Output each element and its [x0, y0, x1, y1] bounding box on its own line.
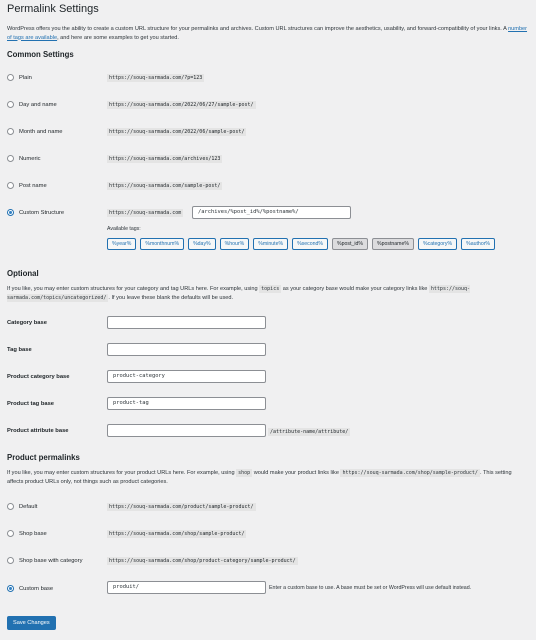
radio-post-name[interactable] — [7, 182, 14, 189]
product-option-shop-base-category[interactable]: Shop base with category — [7, 557, 82, 564]
save-changes-button[interactable]: Save Changes — [7, 616, 56, 630]
available-tags — [107, 238, 495, 250]
radio-numeric[interactable] — [7, 155, 14, 162]
tag-year[interactable]: %year% — [107, 238, 136, 250]
custom-structure-input[interactable]: /archives/%post_id%/%postname%/ — [192, 206, 351, 219]
category-base-input[interactable] — [107, 316, 266, 329]
radio-month-and-name[interactable] — [7, 128, 14, 135]
example-post-name: https://souq-sarmada.com/sample-post/ — [109, 183, 221, 189]
option-day-and-name[interactable]: Day and name — [7, 101, 57, 108]
option-plain[interactable]: Plain — [7, 74, 32, 81]
tag-minute[interactable]: %minute% — [253, 238, 288, 250]
radio-day-and-name[interactable] — [7, 101, 14, 108]
example-product-default: https://souq-sarmada.com/product/sample-product/ — [109, 504, 254, 510]
product-option-shop-base[interactable]: Shop base — [7, 530, 47, 537]
example-day-and-name: https://souq-sarmada.com/2022/06/27/sample-post/ — [109, 102, 254, 108]
tag-post-id[interactable]: %post_id% — [332, 238, 368, 250]
optional-heading: Optional — [7, 269, 39, 278]
option-numeric[interactable]: Numeric — [7, 155, 41, 162]
product-description: If you like, you may enter custom structures for your product URLs here. For example, using shop would make your product links like https://souq-sarmada.com/shop/sample-product/ . This setting affects product URLs only, not things such as product categories. — [7, 470, 512, 485]
radio-product-default[interactable] — [7, 503, 14, 510]
category-base-label: Category base — [7, 320, 47, 326]
tag-second[interactable]: %second% — [292, 238, 328, 250]
tag-author[interactable]: %author% — [461, 238, 495, 250]
product-category-base-input[interactable]: product-category — [107, 370, 266, 383]
example-plain: https://souq-sarmada.com/?p=123 — [109, 75, 203, 81]
tag-day[interactable]: %day% — [188, 238, 216, 250]
available-tags-label: Available tags: — [107, 226, 141, 232]
option-post-name[interactable]: Post name — [7, 182, 47, 189]
attribute-suffix: /attribute-name/attribute/ — [270, 429, 349, 435]
radio-product-custom-base[interactable] — [7, 585, 14, 592]
product-attribute-base-label: Product attribute base — [7, 428, 69, 434]
custom-structure-prefix: https://souq-sarmada.com — [109, 210, 182, 216]
example-numeric: https://souq-sarmada.com/archives/123 — [109, 156, 221, 162]
tag-monthnum[interactable]: %monthnum% — [140, 238, 184, 250]
intro-text: WordPress offers you the ability to create a custom URL structure for your permalinks and archives. Custom URL structures can improve the aesthetics, usability, and forward-compatibility of your links. A number of tags are available, and here are some examples to get you started. — [7, 26, 528, 41]
tag-base-label: Tag base — [7, 347, 32, 353]
radio-product-shop-base[interactable] — [7, 530, 14, 537]
product-tag-base-input[interactable]: product-tag — [107, 397, 266, 410]
tag-base-input[interactable] — [107, 343, 266, 356]
tag-hour[interactable]: %hour% — [220, 238, 250, 250]
product-permalinks-heading: Product permalinks — [7, 453, 80, 462]
page-title: Permalink Settings — [7, 3, 99, 15]
tag-category[interactable]: %category% — [418, 238, 457, 250]
product-option-custom-base[interactable]: Custom base — [7, 585, 53, 592]
radio-product-shop-base-category[interactable] — [7, 557, 14, 564]
example-product-shop-base: https://souq-sarmada.com/shop/sample-product/ — [109, 531, 245, 537]
radio-plain[interactable] — [7, 74, 14, 81]
tag-postname[interactable]: %postname% — [372, 238, 414, 250]
product-custom-base-input[interactable]: produit/ — [107, 581, 266, 594]
optional-description: If you like, you may enter custom structures for your category and tag URLs here. For example, using topics as your category base would make your category links like https://souq-sarmada.com/topics/uncategorized/ . If you leave these blank the defaults will be used. — [7, 286, 471, 301]
tags-link[interactable]: number of tags are available — [7, 26, 528, 41]
option-custom-structure[interactable]: Custom Structure — [7, 209, 64, 216]
common-settings-heading: Common Settings — [7, 50, 74, 59]
product-category-base-label: Product category base — [7, 374, 70, 380]
product-option-default[interactable]: Default — [7, 503, 37, 510]
radio-custom-structure[interactable] — [7, 209, 14, 216]
option-month-and-name[interactable]: Month and name — [7, 128, 63, 135]
product-tag-base-label: Product tag base — [7, 401, 55, 407]
product-attribute-base-input[interactable] — [107, 424, 266, 437]
custom-base-hint: Enter a custom base to use. A base must be set or WordPress will use default instead. — [269, 585, 472, 591]
example-product-shop-base-category: https://souq-sarmada.com/shop/product-category/sample-product/ — [109, 558, 296, 564]
example-month-and-name: https://souq-sarmada.com/2022/06/sample-post/ — [109, 129, 245, 135]
